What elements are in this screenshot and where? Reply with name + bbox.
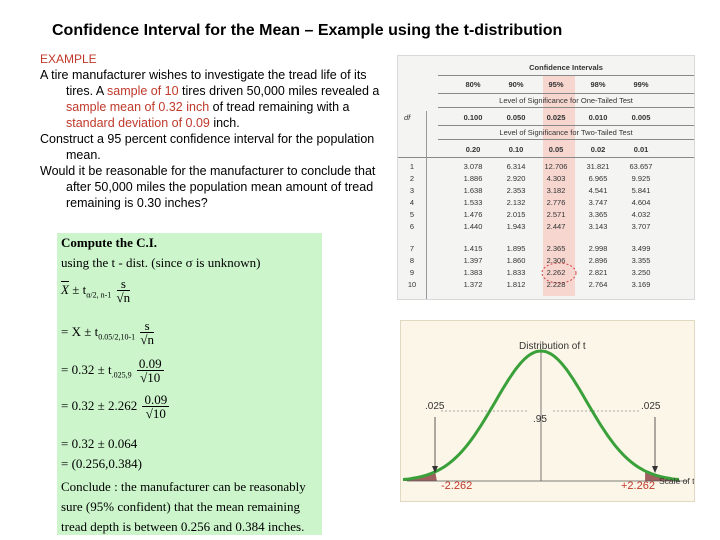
one-tailed-cell: 0.050 (506, 113, 526, 122)
sample-mean-highlight: sample mean of 0.32 inch (66, 100, 210, 114)
t-value-cell: 31.821 (586, 162, 610, 171)
t-distribution-table (397, 55, 695, 300)
t-value-cell: 2.998 (588, 244, 608, 253)
t-value-cell: 3.169 (631, 280, 651, 289)
df-cell: 2 (409, 174, 415, 183)
df-cell: 5 (409, 210, 415, 219)
df-cell: 1 (409, 162, 415, 171)
problem-paragraph-3: Would it be reasonable for the manufacturer to conclude that after 50,000 miles the population mean amount of tread remaining is 0.30 inches? (40, 164, 376, 210)
t-value-cell: 2.306 (546, 256, 566, 265)
t-value-cell: 2.571 (546, 210, 566, 219)
one-tailed-cell: 0.100 (463, 113, 483, 122)
solution-step-t: = $0.32 \pm t_{.025,9}$ $\frac{0.09}{√10}$ (61, 356, 162, 385)
t-value-cell: 4.541 (588, 186, 608, 195)
t-value-cell: 1.397 (463, 256, 483, 265)
table-header-two-tailed: Level of Significance for Two-Tailed Test (499, 128, 633, 137)
t-value-cell: 1.812 (506, 280, 526, 289)
t-value-cell: 3.078 (463, 162, 483, 171)
table-header-ci: Confidence Intervals (529, 63, 603, 72)
t-value-cell: 2.132 (506, 198, 526, 207)
solution-formula-substituted: = $X \pm t_{0.05/2,10-1}$ $\frac{s}{√n}$ (61, 318, 154, 347)
right-critical-value: +2.262 (621, 480, 655, 492)
axis-scale-label: Scale of t (659, 476, 694, 486)
t-value-cell: 3.182 (546, 186, 566, 195)
std-dev-highlight: standard deviation of 0.09 (66, 116, 210, 130)
t-value-cell: 1.895 (506, 244, 526, 253)
t-value-cell: 2.764 (588, 280, 608, 289)
df-cell: 6 (409, 222, 415, 231)
problem-paragraph-2: Construct a 95 percent confidence interval for the population mean. (40, 132, 375, 162)
solution-line-1: Compute the C.I. (61, 235, 158, 250)
one-tailed-cell: 0.025 (546, 113, 566, 122)
t-value-cell: 2.821 (588, 268, 608, 277)
t-value-cell: 2.353 (506, 186, 526, 195)
ci-header-cell: 80% (465, 80, 481, 89)
solution-step-value: = 0.32 ± 2.262 $\frac{0.09}{√10}$ (61, 392, 168, 421)
solution-box (57, 233, 322, 535)
table-header-one-tailed: Level of Significance for One-Tailed Test (499, 96, 633, 105)
t-value-cell: 1.440 (463, 222, 483, 231)
t-value-cell: 1.415 (463, 244, 483, 253)
two-tailed-cell: 0.01 (633, 145, 649, 154)
t-value-cell: 6.965 (588, 174, 608, 183)
ci-header-cell: 99% (633, 80, 649, 89)
df-cell: 4 (409, 198, 415, 207)
solution-line-2: using the t - dist. (since σ is unknown) (61, 255, 261, 270)
ci-header-cell: 98% (590, 80, 606, 89)
t-value-cell: 2.365 (546, 244, 566, 253)
t-value-cell: 12.706 (544, 162, 568, 171)
t-value-cell: 3.355 (631, 256, 651, 265)
t-value-cell: 4.604 (631, 198, 651, 207)
right-area-label: .025 (641, 401, 661, 412)
t-value-cell: 2.447 (546, 222, 566, 231)
t-value-cell: 3.143 (588, 222, 608, 231)
slide-title: Confidence Interval for the Mean – Example using the t-distribution (52, 22, 563, 39)
df-cell: 10 (407, 280, 417, 289)
one-tailed-cell: 0.005 (631, 113, 651, 122)
t-value-cell: 5.841 (631, 186, 651, 195)
df-cell: 9 (409, 268, 415, 277)
center-area-label: .95 (533, 414, 547, 425)
example-label: EXAMPLE (40, 52, 97, 66)
t-value-cell: 2.015 (506, 210, 526, 219)
df-cell: 7 (409, 244, 415, 253)
t-value-cell: 1.860 (506, 256, 526, 265)
ci-header-cell: 95% (548, 80, 564, 89)
t-value-cell: 1.886 (463, 174, 483, 183)
solution-conclusion-2: sure (95% confident) that the mean remaining (61, 499, 300, 514)
solution-conclusion-3: tread depth is between 0.256 and 0.384 inches. (61, 519, 305, 534)
t-value-cell: 1.372 (463, 280, 483, 289)
solution-step-margin: = 0.32 ± 0.064 (61, 436, 138, 451)
t-value-cell: 1.638 (463, 186, 483, 195)
two-tailed-cell: 0.05 (548, 145, 564, 154)
two-tailed-cell: 0.02 (590, 145, 606, 154)
t-value-cell: 1.833 (506, 268, 526, 277)
t-value-cell: 2.262 (546, 268, 566, 277)
left-critical-value: -2.262 (441, 480, 473, 492)
table-df-label: df (404, 113, 411, 122)
t-value-cell: 63.657 (629, 162, 653, 171)
t-value-cell: 9.925 (631, 174, 651, 183)
t-value-cell: 4.303 (546, 174, 566, 183)
t-value-cell: 6.314 (506, 162, 526, 171)
sample-size-highlight: sample of 10 (107, 84, 179, 98)
df-cell: 8 (409, 256, 415, 265)
solution-formula-general: $\overline{X} \pm t_{\alpha/2, n-1}$ $\frac{s}{√n}$ (61, 276, 131, 305)
dist-title: Distribution of t (519, 341, 586, 352)
solution-interval: = (0.256,0.384) (61, 456, 142, 471)
t-value-cell: 2.776 (546, 198, 566, 207)
t-value-cell: 1.533 (463, 198, 483, 207)
problem-paragraph-1: A tire manufacturer wishes to investigate the tread life of its tires. A sample of 10 tires driven 50,000 miles revealed a sample mean of 0.32 inch of tread remaining with a standard deviation of 0.09 inch. (40, 68, 380, 130)
one-tailed-cell: 0.010 (588, 113, 608, 122)
solution-conclusion-1: Conclude : the manufacturer can be reasonably (61, 479, 306, 494)
left-area-label: .025 (425, 401, 445, 412)
t-value-cell: 2.896 (588, 256, 608, 265)
ci-header-cell: 90% (508, 80, 524, 89)
t-value-cell: 3.747 (588, 198, 608, 207)
two-tailed-cell: 0.20 (465, 145, 481, 154)
df-cell: 3 (409, 186, 415, 195)
t-value-cell: 3.707 (631, 222, 651, 231)
t-value-cell: 3.365 (588, 210, 608, 219)
problem-statement (40, 67, 380, 211)
t-value-cell: 1.476 (463, 210, 483, 219)
two-tailed-cell: 0.10 (508, 145, 524, 154)
t-value-cell: 3.250 (631, 268, 651, 277)
t-distribution-figure (400, 320, 695, 502)
t-value-cell: 1.383 (463, 268, 483, 277)
t-value-cell: 3.499 (631, 244, 651, 253)
t-value-cell: 2.920 (506, 174, 526, 183)
t-value-cell: 1.943 (506, 222, 526, 231)
t-value-cell: 4.032 (631, 210, 651, 219)
t-value-cell: 2.228 (546, 280, 566, 289)
